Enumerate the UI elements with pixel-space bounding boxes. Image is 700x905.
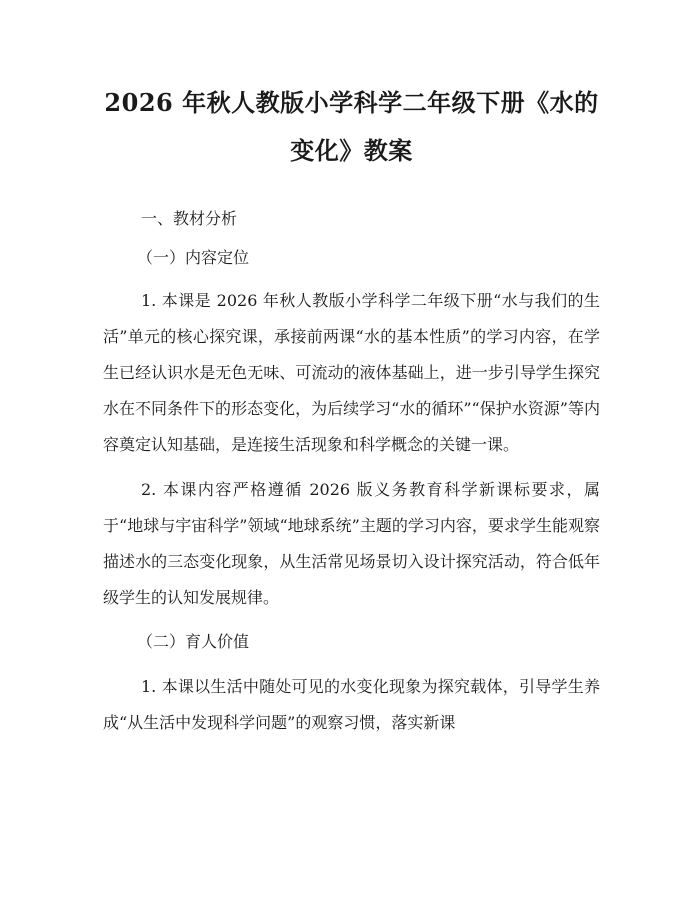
section-heading-materials-analysis: 一、教材分析 — [141, 209, 238, 228]
subsection-heading-content-positioning: （一）内容定位 — [137, 248, 250, 267]
subsection-heading-educational-value: （二）育人价值 — [137, 632, 250, 651]
title-line-2: 变化》教案 — [290, 136, 413, 165]
paragraph-3: 1. 本课以生活中随处可见的水变化现象为探究载体，引导学生养成“从生活中发现科学问题”的观察习惯，落实新课 — [103, 677, 600, 732]
document-title — [103, 0, 600, 175]
title-line-1: 2026 年秋人教版小学科学二年级下册《水的 — [104, 88, 599, 117]
paragraph-1: 1. 本课是 2026 年秋人教版小学科学二年级下册“水与我们的生活”单元的核心探究课，承接前两课“水的基本性质”的学习内容，在学生已经认识水是无色无味、可流动的液体基础上，进一步引导学生探究水在不同条件下的形态变化，为后续学习“水的循环”“保护水资源”等内容奠定认知基础，是连接生活现象和科学概念的关键一课。 — [103, 291, 600, 454]
paragraph-2: 2. 本课内容严格遵循 2026 版义务教育科学新课标要求，属于“地球与宇宙科学”领域“地球系统”主题的学习内容，要求学生能观察描述水的三态变化现象，从生活常见场景切入设计探究活动，符合低年级学生的认知发展规律。 — [103, 480, 600, 607]
